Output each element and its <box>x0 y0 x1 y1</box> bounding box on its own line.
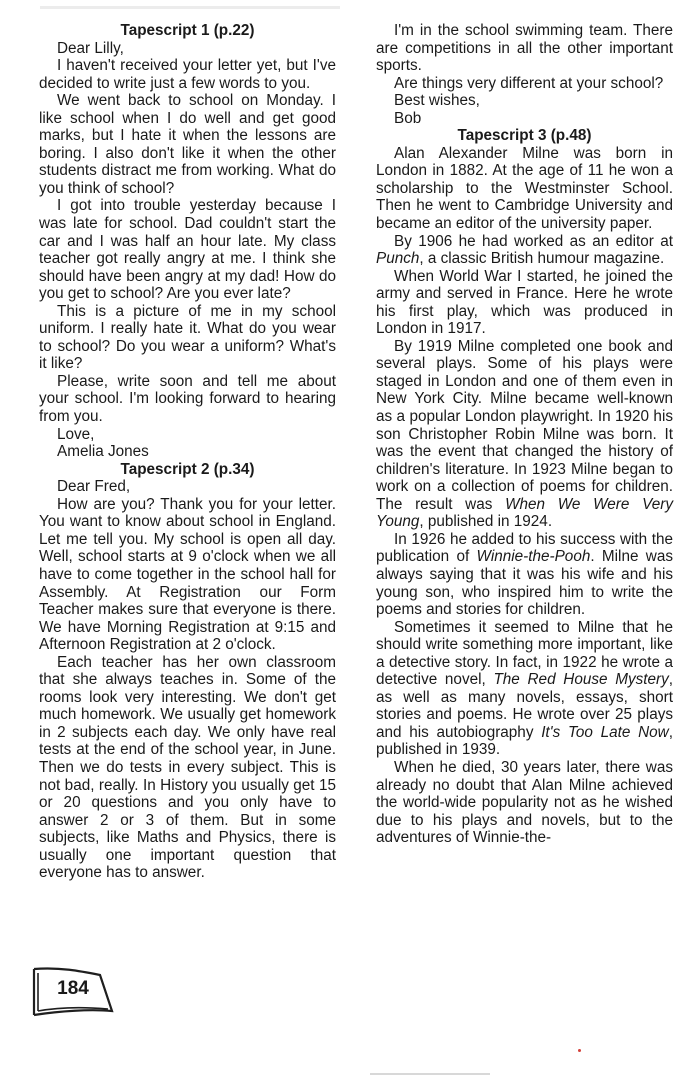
right-column <box>376 22 673 847</box>
paragraph <box>376 619 673 759</box>
paragraph: Are things very different at your school? <box>394 74 664 92</box>
signature: Bob <box>394 109 422 127</box>
magazine-title: Punch <box>376 250 420 268</box>
book-title: Winnie-the-Pooh <box>476 548 591 566</box>
ink-speck <box>578 1049 581 1052</box>
text-run: In 1926 he added to his success with the publication of <box>376 530 673 566</box>
paragraph: This is a picture of me in my school uniform. I really hate it. What do you wear to school? Do you wear a uniform? What's it like? <box>39 302 336 373</box>
paragraph: How are you? Thank you for your letter. You want to know about school in England. Let me tell you. My school is open all day. Well, school starts at 9 o'clock when we all have to come together in the school hall for Assembly. At Registration our Form Teacher makes sure that everyone is there. We have Morning Registration at 9:15 and Afternoon Registration at 2 o'clock. <box>39 495 336 654</box>
text-run: , a classic British humour magazine. <box>419 250 665 268</box>
paragraph: We went back to school on Monday. I like school when I do well and get good marks, but I hate it when the lessons are boring. I also don't like it when the other students distract me from working. What do you think of school? <box>39 92 336 197</box>
paragraph: Each teacher has her own classroom that she always teaches in. Some of the rooms look very interesting. We don't get much homework. We usually get homework in 2 subjects each day. We only have real tests at the end of the school year, in June. Then we do tests in every subject. This is not bad, really. In History you usually get 15 or 20 questions and you only have to answer 2 or 3 of them. But in some subjects, like Maths and Physics, there is usually one important question that everyone has to answer. <box>39 653 336 882</box>
paragraph: When he died, 30 years later, there was already no doubt that Alan Milne achieved the world-wide popularity not as he wished due to his plays and novels, but to the adventures of Winnie-the- <box>376 758 673 847</box>
paragraph: I haven't received your letter yet, but I've decided to write just a few words to you. <box>39 57 336 92</box>
paragraph: When World War I started, he joined the army and served in France. Here he wrote his first play, which was produced in London in 1917. <box>376 267 673 338</box>
heading-tapescript-2: Tapescript 2 (p.34) <box>120 460 255 478</box>
paragraph <box>376 531 673 619</box>
text-run: By 1906 he had worked as an editor at <box>394 232 673 250</box>
book-title: When We Were Very Young <box>376 495 673 531</box>
book-title: The Red House Mystery <box>493 671 669 689</box>
bottom-edge-mark <box>370 1073 490 1075</box>
signature: Amelia Jones <box>57 443 149 461</box>
paragraph <box>376 338 673 531</box>
salutation: Dear Fred, <box>57 478 131 496</box>
paragraph <box>376 233 673 268</box>
page-number-badge <box>30 963 114 1019</box>
heading-tapescript-1: Tapescript 1 (p.22) <box>120 22 255 39</box>
salutation: Dear Lilly, <box>57 39 124 57</box>
paragraph: Alan Alexander Milne was born in London in 1882. At the age of 11 he won a scholarship to the Westminster School. Then he went to Cambridge University and became an editor of the university paper. <box>376 144 673 233</box>
top-edge-shadow <box>40 6 340 9</box>
paragraph: I'm in the school swimming team. There are competitions in all the other important sports. <box>376 22 673 75</box>
text-run: By 1919 Milne completed one book and several plays. Some of his plays were staged in London and one of them even in New York City. Milne became well-known as a popular London playwright. In 1920 his son Christopher Robin Milne was born. It was the event that changed the history of children's literature. In 1923 Milne began to work on a collection of poems for children. The result was <box>376 337 673 513</box>
text-run: , published in 1924. <box>419 513 553 531</box>
heading-tapescript-3: Tapescript 3 (p.48) <box>457 127 592 145</box>
book-title: It's Too Late Now <box>541 723 669 741</box>
text-run: Sometimes it seemed to Milne that he should write something more important, like a detective story. In fact, in 1922 he wrote a detective novel, <box>376 618 673 689</box>
closing: Love, <box>57 425 95 443</box>
paragraph: Please, write soon and tell me about your school. I'm looking forward to hearing from you. <box>39 372 336 426</box>
page-number: 184 <box>57 978 89 999</box>
closing: Best wishes, <box>394 92 480 110</box>
text-run: , published in 1939. <box>376 723 673 759</box>
paragraph: I got into trouble yesterday because I was late for school. Dad couldn't start the car and I was half an hour late. My class teacher got really angry at me. I think she should have been angry at my dad! How do you get to school? Are you ever late? <box>39 197 336 303</box>
text-run: . Milne was always saying that it was his wife and his young son, who inspired him to write the poems and stories for children. <box>376 548 673 619</box>
left-column <box>39 22 336 882</box>
text-run: , as well as many novels, essays, short stories and poems. He wrote over 25 plays and his autobiography <box>376 671 673 741</box>
